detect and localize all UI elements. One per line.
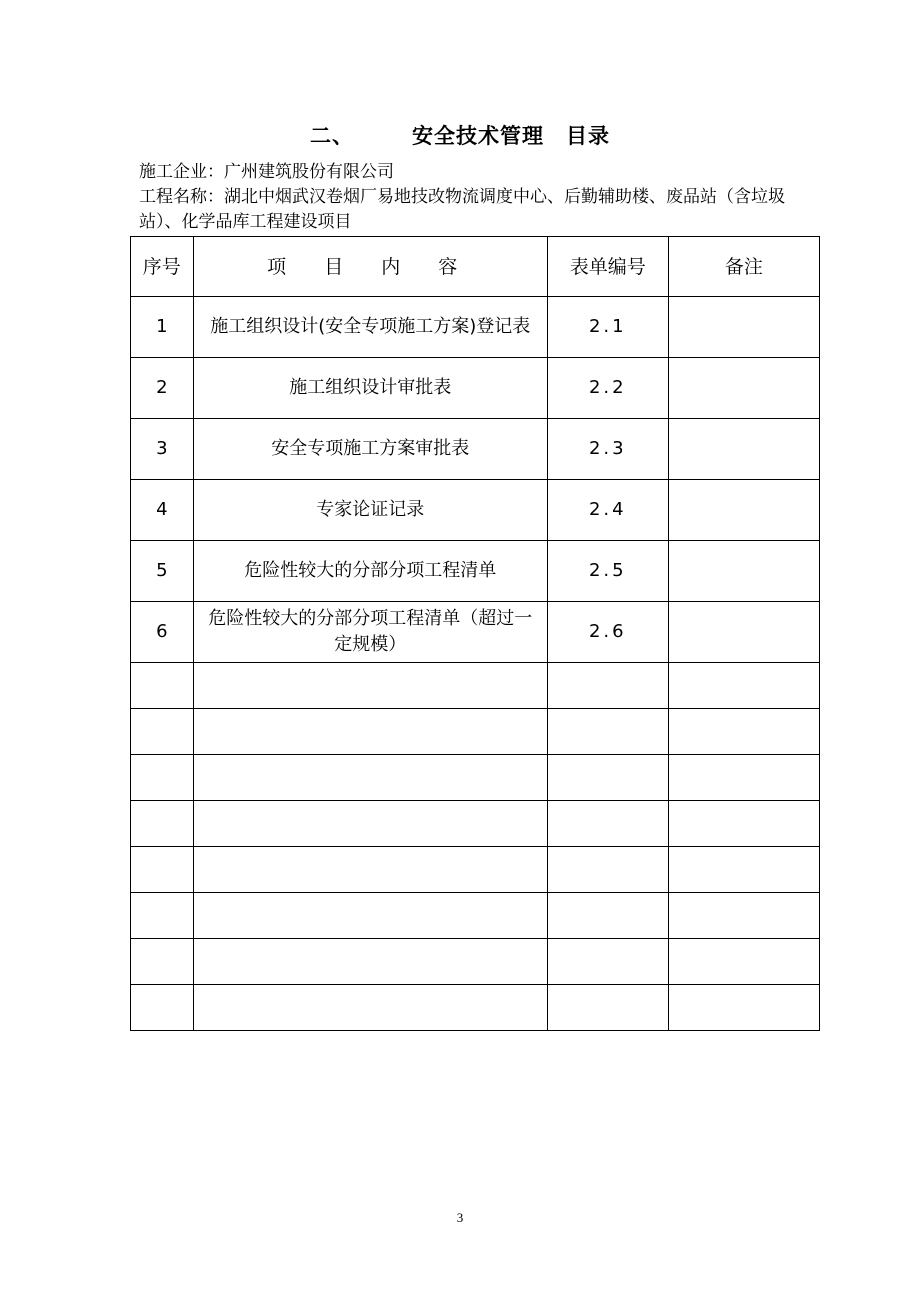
- company-line: 施工企业：广州建筑股份有限公司: [139, 162, 394, 182]
- empty-row: [131, 663, 820, 709]
- row-seq: 6: [131, 602, 194, 663]
- empty-row: [131, 985, 820, 1031]
- header-note: 备注: [668, 237, 819, 297]
- section-title: 安全技术管理: [412, 124, 544, 148]
- section-number: 二、: [310, 124, 354, 148]
- section-title-suffix: 目录: [566, 124, 610, 148]
- row-note: [668, 541, 819, 602]
- row-seq: 5: [131, 541, 194, 602]
- table-row: [131, 358, 820, 419]
- table-header-row: [131, 237, 820, 297]
- table-row: [131, 419, 820, 480]
- row-code: 2.2: [547, 358, 668, 419]
- row-seq: 3: [131, 419, 194, 480]
- table-row: [131, 541, 820, 602]
- row-content: 危险性较大的分部分项工程清单（超过一定规模）: [193, 602, 547, 663]
- header-content: 项 目 内 容: [193, 237, 547, 297]
- project-line: 工程名称：湖北中烟武汉卷烟厂易地技改物流调度中心、后勤辅助楼、废品站（含垃圾站）、化学品库工程建设项目: [139, 187, 785, 232]
- row-content: 危险性较大的分部分项工程清单: [193, 541, 547, 602]
- empty-row: [131, 847, 820, 893]
- toc-table: [130, 236, 820, 1031]
- table-row: [131, 297, 820, 358]
- row-code: 2.1: [547, 297, 668, 358]
- table-row: [131, 480, 820, 541]
- row-code: 2.6: [547, 602, 668, 663]
- row-code: 2.4: [547, 480, 668, 541]
- empty-row: [131, 939, 820, 985]
- row-content: 安全专项施工方案审批表: [193, 419, 547, 480]
- row-content: 施工组织设计审批表: [193, 358, 547, 419]
- row-code: 2.3: [547, 419, 668, 480]
- empty-row: [131, 801, 820, 847]
- row-seq: 2: [131, 358, 194, 419]
- table-row: [131, 602, 820, 663]
- empty-row: [131, 709, 820, 755]
- page-title: [0, 120, 920, 150]
- page-number: 3: [456, 1210, 464, 1225]
- row-code: 2.5: [547, 541, 668, 602]
- header-seq: 序号: [131, 237, 194, 297]
- header-code: 表单编号: [547, 237, 668, 297]
- row-seq: 1: [131, 297, 194, 358]
- row-note: [668, 297, 819, 358]
- row-note: [668, 602, 819, 663]
- row-note: [668, 419, 819, 480]
- row-content: 施工组织设计(安全专项施工方案)登记表: [193, 297, 547, 358]
- row-note: [668, 480, 819, 541]
- row-note: [668, 358, 819, 419]
- empty-row: [131, 755, 820, 801]
- row-seq: 4: [131, 480, 194, 541]
- empty-row: [131, 893, 820, 939]
- row-content: 专家论证记录: [193, 480, 547, 541]
